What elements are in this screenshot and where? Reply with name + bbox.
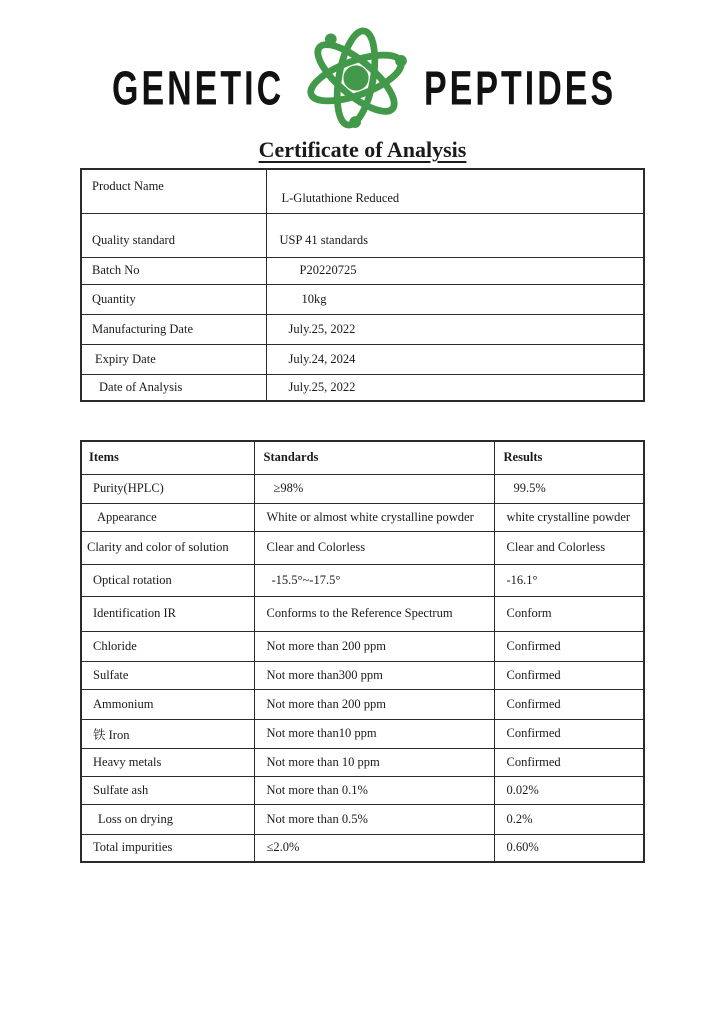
item-cell: Optical rotation — [81, 564, 254, 596]
result-cell: Confirmed — [494, 661, 644, 689]
result-row — [81, 834, 644, 862]
item-cell: Total impurities — [81, 834, 254, 862]
result-cell: Clear and Colorless — [494, 531, 644, 564]
standard-cell: Not more than300 ppm — [254, 661, 494, 689]
result-cell: Conform — [494, 596, 644, 631]
items-header: Items — [81, 441, 254, 474]
info-value: P20220725 — [266, 257, 644, 284]
standard-cell: ≤2.0% — [254, 834, 494, 862]
result-row — [81, 748, 644, 776]
result-cell: 0.60% — [494, 834, 644, 862]
brand-text-right: PEPTIDES — [424, 62, 617, 116]
info-row — [81, 374, 644, 401]
info-row — [81, 284, 644, 314]
standards-header: Standards — [254, 441, 494, 474]
result-cell: 0.02% — [494, 776, 644, 804]
info-value: July.25, 2022 — [266, 314, 644, 344]
standard-cell: Not more than 0.1% — [254, 776, 494, 804]
info-value: L-Glutathione Reduced — [266, 169, 644, 213]
item-cell: Heavy metals — [81, 748, 254, 776]
info-value: 10kg — [266, 284, 644, 314]
info-value: USP 41 standards — [266, 213, 644, 257]
document-title: Certificate of Analysis — [258, 137, 467, 162]
standard-cell: Not more than 200 ppm — [254, 689, 494, 719]
standard-cell: Not more than10 ppm — [254, 719, 494, 748]
info-label: Product Name — [81, 169, 266, 213]
result-cell: -16.1° — [494, 564, 644, 596]
result-cell: Confirmed — [494, 719, 644, 748]
standard-cell: -15.5°~-17.5° — [254, 564, 494, 596]
info-label: Manufacturing Date — [81, 314, 266, 344]
result-row — [81, 631, 644, 661]
standard-cell: Not more than 10 ppm — [254, 748, 494, 776]
info-row — [81, 344, 644, 374]
standard-cell: Conforms to the Reference Spectrum — [254, 596, 494, 631]
result-cell: 99.5% — [494, 474, 644, 503]
info-label: Date of Analysis — [81, 374, 266, 401]
item-cell: 铁 Iron — [81, 719, 254, 748]
standard-cell: ≥98% — [254, 474, 494, 503]
standard-cell: Not more than 0.5% — [254, 804, 494, 834]
result-cell: Confirmed — [494, 748, 644, 776]
info-label: Batch No — [81, 257, 266, 284]
item-cell: Sulfate — [81, 661, 254, 689]
product-info-table — [80, 168, 645, 402]
result-row — [81, 503, 644, 531]
item-cell: Clarity and color of solution — [81, 531, 254, 564]
result-row — [81, 776, 644, 804]
analysis-results-table — [80, 440, 645, 863]
info-row — [81, 314, 644, 344]
result-row — [81, 596, 644, 631]
item-cell: Purity(HPLC) — [81, 474, 254, 503]
result-cell: 0.2% — [494, 804, 644, 834]
info-value: July.25, 2022 — [266, 374, 644, 401]
info-value: July.24, 2024 — [266, 344, 644, 374]
result-cell: Confirmed — [494, 689, 644, 719]
item-cell: Loss on drying — [81, 804, 254, 834]
info-row — [81, 213, 644, 257]
result-cell: Confirmed — [494, 631, 644, 661]
brand-text-left: GENETIC — [112, 62, 285, 116]
result-row — [81, 474, 644, 503]
result-cell: white crystalline powder — [494, 503, 644, 531]
result-row — [81, 804, 644, 834]
result-row — [81, 689, 644, 719]
standard-cell: White or almost white crystalline powder — [254, 503, 494, 531]
info-label: Expiry Date — [81, 344, 266, 374]
standard-cell: Not more than 200 ppm — [254, 631, 494, 661]
standard-cell: Clear and Colorless — [254, 531, 494, 564]
result-row — [81, 661, 644, 689]
item-cell: Appearance — [81, 503, 254, 531]
atom-icon — [300, 24, 412, 132]
result-row — [81, 531, 644, 564]
result-row — [81, 564, 644, 596]
item-cell: Chloride — [81, 631, 254, 661]
result-row — [81, 719, 644, 748]
item-cell: Ammonium — [81, 689, 254, 719]
info-row — [81, 169, 644, 213]
results-header: Results — [494, 441, 644, 474]
info-label: Quantity — [81, 284, 266, 314]
item-cell: Sulfate ash — [81, 776, 254, 804]
results-header-row — [81, 441, 644, 474]
brand-name-genetic — [112, 62, 285, 116]
item-cell: Identification IR — [81, 596, 254, 631]
info-label: Quality standard — [81, 213, 266, 257]
info-row — [81, 257, 644, 284]
brand-name-peptides — [424, 62, 617, 116]
